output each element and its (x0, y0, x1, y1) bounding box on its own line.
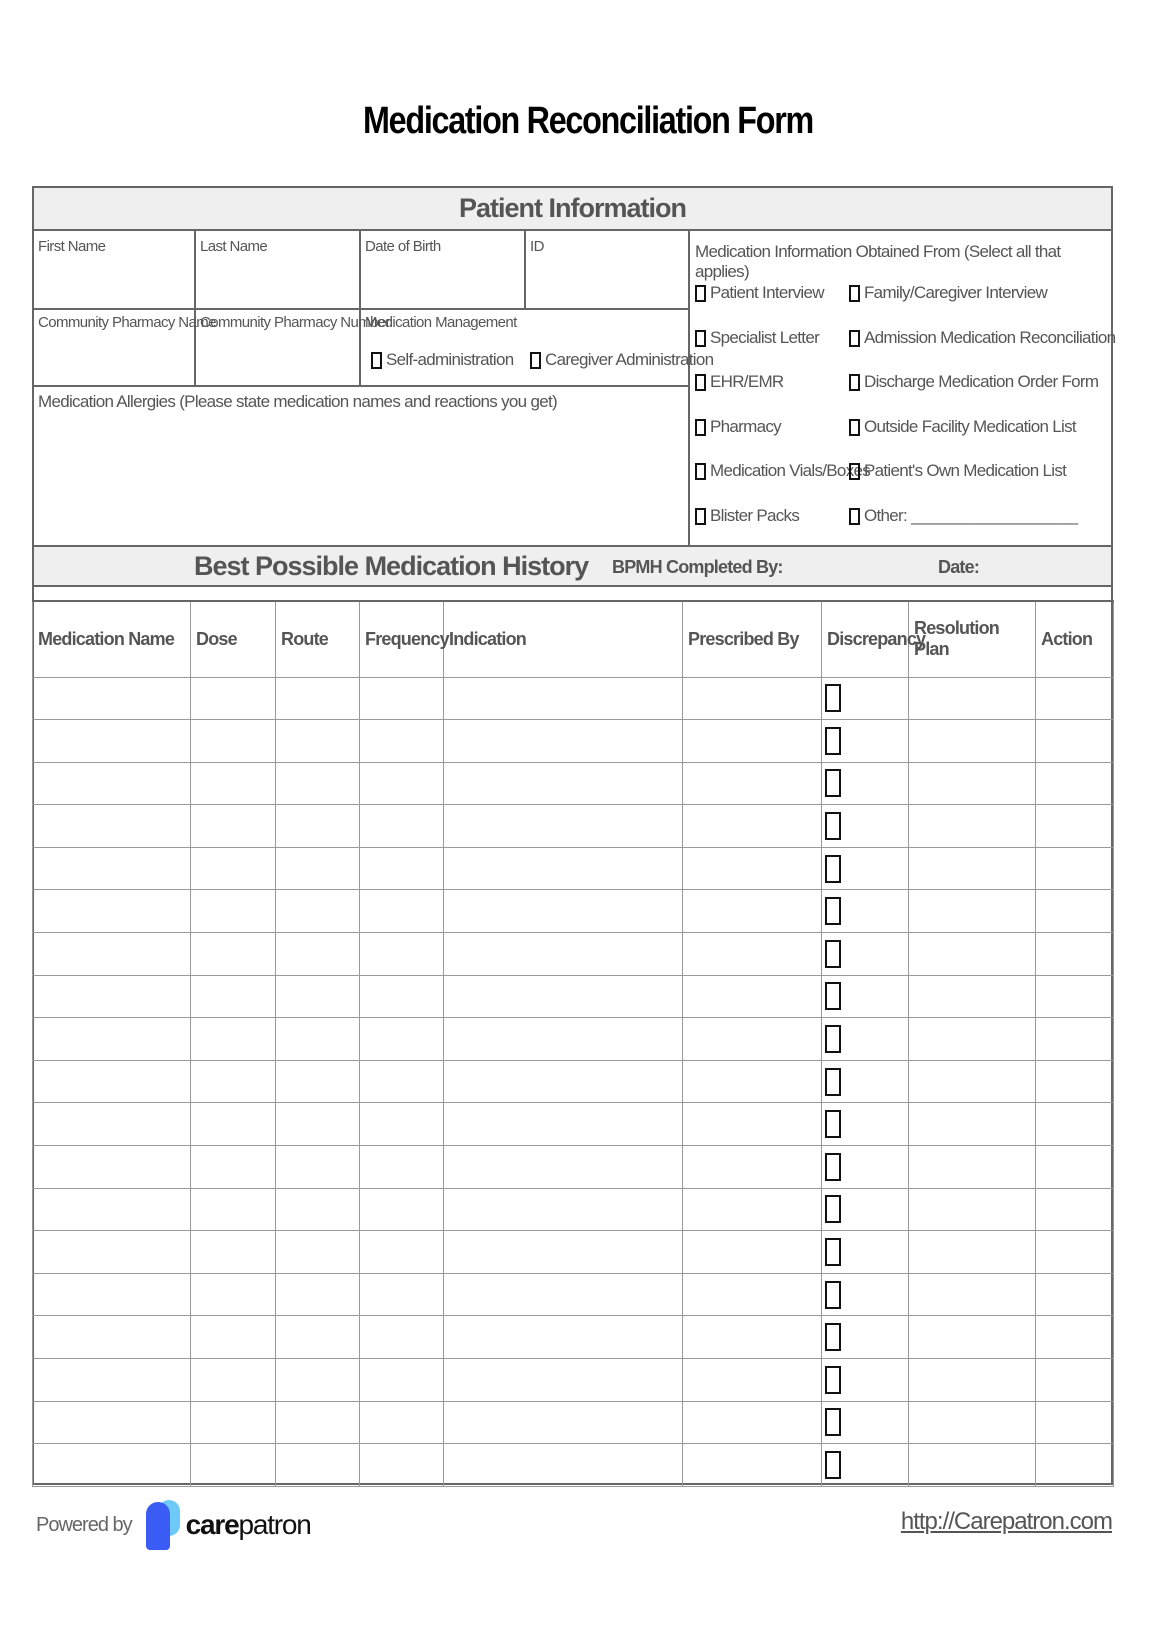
table-cell[interactable] (683, 677, 822, 720)
table-cell[interactable] (909, 677, 1036, 720)
table-cell[interactable] (191, 762, 276, 805)
dob-field[interactable]: Date of Birth (365, 238, 441, 255)
sources-label: Medication Information Obtained From (Select all that applies) (695, 242, 1061, 281)
bpmh-header (34, 545, 1111, 587)
table-row (33, 677, 1114, 720)
table-cell[interactable] (822, 1060, 909, 1103)
table-cell[interactable] (822, 1444, 909, 1487)
table-cell[interactable] (1036, 1444, 1114, 1487)
first-name-field[interactable]: First Name (38, 238, 106, 255)
table-cell[interactable] (33, 1060, 191, 1103)
table-cell[interactable] (683, 1316, 822, 1359)
table-cell[interactable] (683, 805, 822, 848)
table-cell[interactable] (33, 805, 191, 848)
table-cell[interactable] (822, 1231, 909, 1274)
table-cell[interactable] (683, 1231, 822, 1274)
option-label: Caregiver Administration (545, 350, 714, 369)
table-cell[interactable] (822, 1103, 909, 1146)
option-label: Outside Facility Medication List (864, 416, 1076, 436)
table-cell[interactable] (276, 1188, 360, 1231)
table-cell[interactable] (360, 1359, 444, 1402)
checkbox-icon[interactable] (849, 419, 860, 436)
table-cell[interactable] (191, 1444, 276, 1487)
table-cell[interactable] (191, 1188, 276, 1231)
table-cell[interactable] (444, 1401, 683, 1444)
table-cell[interactable] (276, 1359, 360, 1402)
table-cell[interactable] (909, 1444, 1036, 1487)
id-field[interactable]: ID (530, 238, 544, 255)
table-cell[interactable] (1036, 975, 1114, 1018)
table-cell[interactable] (822, 1018, 909, 1061)
table-cell[interactable] (360, 762, 444, 805)
table-cell[interactable] (444, 1359, 683, 1402)
patient-info-header (34, 188, 1111, 231)
checkbox-icon[interactable] (695, 285, 706, 302)
table-cell[interactable] (276, 1060, 360, 1103)
table-cell[interactable] (360, 847, 444, 890)
table-cell[interactable] (1036, 847, 1114, 890)
bpmh-date-label: Date: (938, 557, 980, 577)
table-cell[interactable] (822, 975, 909, 1018)
table-cell[interactable] (360, 720, 444, 763)
table-row (33, 847, 1114, 890)
table-cell[interactable] (33, 847, 191, 890)
table-cell[interactable] (822, 1316, 909, 1359)
table-cell[interactable] (1036, 762, 1114, 805)
source-option[interactable] (695, 506, 799, 526)
table-cell[interactable] (1036, 890, 1114, 933)
table-cell[interactable] (1036, 1103, 1114, 1146)
table-cell[interactable] (1036, 933, 1114, 976)
table-cell[interactable] (191, 1146, 276, 1189)
table-cell[interactable] (191, 1273, 276, 1316)
table-cell[interactable] (276, 1146, 360, 1189)
table-row (33, 933, 1114, 976)
table-cell[interactable] (1036, 1273, 1114, 1316)
table-cell[interactable] (191, 1359, 276, 1402)
table-cell[interactable] (822, 890, 909, 933)
checkbox-icon[interactable] (371, 352, 382, 369)
option-label: Pharmacy (710, 416, 781, 436)
table-cell[interactable] (909, 1401, 1036, 1444)
brand-rest: patron (238, 1509, 311, 1540)
table-cell[interactable] (909, 1316, 1036, 1359)
table-cell[interactable] (276, 1231, 360, 1274)
table-cell[interactable] (276, 1273, 360, 1316)
source-option[interactable] (849, 461, 1066, 481)
table-cell[interactable] (276, 762, 360, 805)
source-option[interactable] (695, 283, 824, 303)
table-cell[interactable] (191, 1103, 276, 1146)
med-management-label: Medication Management (365, 314, 517, 331)
table-cell[interactable] (444, 1018, 683, 1061)
table-cell[interactable] (360, 1060, 444, 1103)
table-cell[interactable] (360, 1401, 444, 1444)
table-cell[interactable] (683, 1273, 822, 1316)
table-cell[interactable] (909, 1018, 1036, 1061)
checkbox-icon[interactable] (849, 285, 860, 302)
table-cell[interactable] (191, 677, 276, 720)
table-cell[interactable] (1036, 805, 1114, 848)
option-label: Specialist Letter (710, 327, 820, 347)
source-option[interactable] (849, 417, 1076, 437)
powered-by (36, 1500, 311, 1550)
discrepancy-checkbox[interactable] (825, 1366, 841, 1394)
table-cell[interactable] (191, 975, 276, 1018)
discrepancy-checkbox[interactable] (825, 727, 841, 755)
table-cell[interactable] (276, 847, 360, 890)
option-label: Other: ___________________ (864, 505, 1078, 525)
table-cell[interactable] (822, 1146, 909, 1189)
brand-bold: care (185, 1509, 239, 1540)
table-cell[interactable] (1036, 1401, 1114, 1444)
table-row (33, 975, 1114, 1018)
table-cell[interactable] (276, 1444, 360, 1487)
option-label: Patient Interview (710, 283, 824, 302)
table-cell[interactable] (276, 933, 360, 976)
table-cell[interactable] (444, 1103, 683, 1146)
pharmacy-number-field[interactable]: Community Pharmacy Number (200, 314, 391, 331)
discrepancy-checkbox[interactable] (825, 1153, 841, 1181)
table-cell[interactable] (683, 975, 822, 1018)
table-cell[interactable] (683, 720, 822, 763)
table-cell[interactable] (683, 1146, 822, 1189)
table-cell[interactable] (909, 1060, 1036, 1103)
table-cell[interactable] (33, 1231, 191, 1274)
table-cell[interactable] (33, 1316, 191, 1359)
table-cell[interactable] (1036, 1060, 1114, 1103)
table-cell[interactable] (683, 1103, 822, 1146)
discrepancy-checkbox[interactable] (825, 940, 841, 968)
brand-name (186, 1509, 311, 1541)
checkbox-icon[interactable] (695, 508, 706, 525)
table-cell[interactable] (360, 933, 444, 976)
page-title: Medication Reconciliation Form (363, 100, 813, 142)
table-row (33, 1401, 1114, 1444)
table-cell[interactable] (822, 720, 909, 763)
table-cell[interactable] (360, 1316, 444, 1359)
last-name-field[interactable]: Last Name (200, 238, 268, 255)
table-cell[interactable] (33, 1359, 191, 1402)
table-cell[interactable] (276, 975, 360, 1018)
table-row (33, 1103, 1114, 1146)
checkbox-icon[interactable] (849, 508, 860, 525)
column-header: Medication Name (33, 601, 191, 677)
table-cell[interactable] (33, 975, 191, 1018)
table-cell[interactable] (683, 1018, 822, 1061)
bpmh-title: Best Possible Medication History (194, 551, 589, 581)
table-cell[interactable] (33, 762, 191, 805)
table-cell[interactable] (1036, 1146, 1114, 1189)
checkbox-icon[interactable] (849, 330, 860, 347)
table-cell[interactable] (683, 847, 822, 890)
table-cell[interactable] (822, 1401, 909, 1444)
column-header: Indication (444, 601, 683, 677)
table-row (33, 1018, 1114, 1061)
table-cell[interactable] (822, 933, 909, 976)
table-cell[interactable] (33, 1188, 191, 1231)
table-cell[interactable] (276, 720, 360, 763)
table-cell[interactable] (191, 1316, 276, 1359)
table-cell[interactable] (909, 720, 1036, 763)
table-cell[interactable] (33, 720, 191, 763)
table-row (33, 1146, 1114, 1189)
table-cell[interactable] (276, 1401, 360, 1444)
table-cell[interactable] (191, 1401, 276, 1444)
column-header: Discrepancy (822, 601, 909, 677)
table-cell[interactable] (683, 1401, 822, 1444)
table-cell[interactable] (683, 762, 822, 805)
bpmh-completed-by-label: BPMH Completed By: (612, 557, 783, 577)
table-cell[interactable] (683, 890, 822, 933)
source-option[interactable] (849, 506, 1077, 526)
discrepancy-checkbox[interactable] (825, 1408, 841, 1436)
table-cell[interactable] (1036, 1359, 1114, 1402)
table-row (33, 1359, 1114, 1402)
option-label: EHR/EMR (710, 372, 784, 391)
discrepancy-checkbox[interactable] (825, 1025, 841, 1053)
table-cell[interactable] (191, 1018, 276, 1061)
table-cell[interactable] (1036, 677, 1114, 720)
option-label: Admission Medication Reconciliation (864, 327, 1116, 347)
table-cell[interactable] (33, 1273, 191, 1316)
table-cell[interactable] (276, 1103, 360, 1146)
table-cell[interactable] (822, 1188, 909, 1231)
table-cell[interactable] (360, 805, 444, 848)
table-cell[interactable] (909, 975, 1036, 1018)
discrepancy-checkbox[interactable] (825, 1068, 841, 1096)
table-cell[interactable] (444, 890, 683, 933)
table-cell[interactable] (360, 1231, 444, 1274)
table-cell[interactable] (822, 805, 909, 848)
checkbox-icon[interactable] (695, 374, 706, 391)
table-cell[interactable] (444, 1146, 683, 1189)
carepatron-logo-icon (146, 1500, 182, 1550)
discrepancy-checkbox[interactable] (825, 1323, 841, 1351)
table-cell[interactable] (191, 847, 276, 890)
table-cell[interactable] (909, 762, 1036, 805)
table-cell[interactable] (1036, 1188, 1114, 1231)
discrepancy-checkbox[interactable] (825, 1451, 841, 1479)
source-option[interactable] (695, 417, 781, 437)
allergies-field[interactable]: Medication Allergies (Please state medication names and reactions you get) (38, 392, 557, 411)
table-cell[interactable] (191, 1060, 276, 1103)
checkbox-icon[interactable] (849, 374, 860, 391)
table-cell[interactable] (33, 890, 191, 933)
table-cell[interactable] (444, 1060, 683, 1103)
table-cell[interactable] (444, 720, 683, 763)
table-cell[interactable] (822, 677, 909, 720)
table-cell[interactable] (909, 1103, 1036, 1146)
source-option[interactable] (695, 372, 784, 392)
table-cell[interactable] (33, 1018, 191, 1061)
column-header: Action (1036, 601, 1114, 677)
table-cell[interactable] (444, 1316, 683, 1359)
table-cell[interactable] (444, 1188, 683, 1231)
table-cell[interactable] (33, 1103, 191, 1146)
discrepancy-checkbox[interactable] (825, 1238, 841, 1266)
table-cell[interactable] (444, 1273, 683, 1316)
table-cell[interactable] (909, 1146, 1036, 1189)
table-cell[interactable] (909, 1231, 1036, 1274)
table-cell[interactable] (909, 1273, 1036, 1316)
table-cell[interactable] (822, 762, 909, 805)
discrepancy-checkbox[interactable] (825, 897, 841, 925)
table-row (33, 762, 1114, 805)
table-cell[interactable] (360, 1444, 444, 1487)
checkbox-icon[interactable] (849, 463, 860, 480)
table-cell[interactable] (683, 1188, 822, 1231)
discrepancy-checkbox[interactable] (825, 855, 841, 883)
table-cell[interactable] (683, 933, 822, 976)
option-label: Self-administration (386, 350, 514, 369)
table-cell[interactable] (909, 933, 1036, 976)
table-cell[interactable] (276, 890, 360, 933)
table-cell[interactable] (276, 1316, 360, 1359)
source-option[interactable] (695, 328, 819, 348)
option-label: Blister Packs (710, 505, 800, 525)
table-cell[interactable] (191, 890, 276, 933)
option-label: Medication Vials/Boxes (710, 461, 871, 480)
table-cell[interactable] (276, 805, 360, 848)
option-label: Discharge Medication Order Form (864, 372, 1099, 391)
table-cell[interactable] (909, 847, 1036, 890)
source-option[interactable] (695, 461, 870, 481)
table-cell[interactable] (444, 1444, 683, 1487)
source-option[interactable] (849, 283, 1047, 303)
patient-info-title: Patient Information (458, 193, 686, 223)
medication-history-table (32, 600, 1114, 1487)
pharmacy-name-field[interactable]: Community Pharmacy Name (38, 314, 216, 331)
table-cell[interactable] (444, 677, 683, 720)
table-cell[interactable] (360, 890, 444, 933)
table-cell[interactable] (444, 1231, 683, 1274)
table-row (33, 1316, 1114, 1359)
checkbox-icon[interactable] (695, 419, 706, 436)
self-admin-option[interactable] (371, 350, 513, 370)
table-cell[interactable] (1036, 1316, 1114, 1359)
carepatron-link[interactable]: http://Carepatron.com (900, 1508, 1112, 1535)
table-cell[interactable] (360, 1273, 444, 1316)
table-cell[interactable] (683, 1444, 822, 1487)
column-header: Dose (191, 601, 276, 677)
table-cell[interactable] (33, 933, 191, 976)
table-cell[interactable] (360, 975, 444, 1018)
column-header: Resolution Plan (909, 601, 1036, 677)
column-header: Route (276, 601, 360, 677)
table-cell[interactable] (33, 1146, 191, 1189)
table-cell[interactable] (360, 677, 444, 720)
table-cell[interactable] (360, 1103, 444, 1146)
powered-by-label: Powered by (36, 1513, 132, 1536)
table-cell[interactable] (191, 720, 276, 763)
table-cell[interactable] (909, 1188, 1036, 1231)
table-cell[interactable] (33, 1401, 191, 1444)
table-cell[interactable] (1036, 720, 1114, 763)
discrepancy-checkbox[interactable] (825, 1281, 841, 1309)
table-cell[interactable] (444, 762, 683, 805)
table-cell[interactable] (909, 890, 1036, 933)
source-option[interactable] (849, 328, 1115, 348)
column-header: Prescribed By (683, 601, 822, 677)
table-row (33, 805, 1114, 848)
table-cell[interactable] (444, 847, 683, 890)
checkbox-icon[interactable] (530, 352, 541, 369)
table-row (33, 1231, 1114, 1274)
table-cell[interactable] (683, 1060, 822, 1103)
checkbox-icon[interactable] (695, 330, 706, 347)
discrepancy-checkbox[interactable] (825, 684, 841, 712)
table-cell[interactable] (191, 1231, 276, 1274)
option-label: Family/Caregiver Interview (864, 283, 1048, 302)
table-cell[interactable] (909, 805, 1036, 848)
table-row (33, 1444, 1114, 1487)
source-option[interactable] (849, 372, 1098, 392)
table-cell[interactable] (1036, 1231, 1114, 1274)
table-cell[interactable] (191, 805, 276, 848)
table-row (33, 1188, 1114, 1231)
table-cell[interactable] (822, 847, 909, 890)
table-cell[interactable] (444, 975, 683, 1018)
table-row (33, 1273, 1114, 1316)
discrepancy-checkbox[interactable] (825, 1195, 841, 1223)
discrepancy-checkbox[interactable] (825, 812, 841, 840)
caregiver-admin-option[interactable] (530, 350, 713, 370)
table-cell[interactable] (360, 1188, 444, 1231)
table-cell[interactable] (822, 1273, 909, 1316)
table-cell[interactable] (33, 1444, 191, 1487)
table-cell[interactable] (33, 677, 191, 720)
table-cell[interactable] (444, 933, 683, 976)
table-cell[interactable] (683, 1359, 822, 1402)
table-cell[interactable] (1036, 1018, 1114, 1061)
discrepancy-checkbox[interactable] (825, 769, 841, 797)
table-cell[interactable] (360, 1018, 444, 1061)
table-cell[interactable] (822, 1359, 909, 1402)
table-row (33, 890, 1114, 933)
discrepancy-checkbox[interactable] (825, 982, 841, 1010)
table-cell[interactable] (909, 1359, 1036, 1402)
table-row (33, 1060, 1114, 1103)
table-cell[interactable] (276, 677, 360, 720)
column-header: Frequency (360, 601, 444, 677)
discrepancy-checkbox[interactable] (825, 1110, 841, 1138)
table-row (33, 720, 1114, 763)
table-cell[interactable] (360, 1146, 444, 1189)
checkbox-icon[interactable] (695, 463, 706, 480)
option-label: Patient's Own Medication List (864, 461, 1067, 480)
table-cell[interactable] (191, 933, 276, 976)
table-cell[interactable] (276, 1018, 360, 1061)
table-cell[interactable] (444, 805, 683, 848)
